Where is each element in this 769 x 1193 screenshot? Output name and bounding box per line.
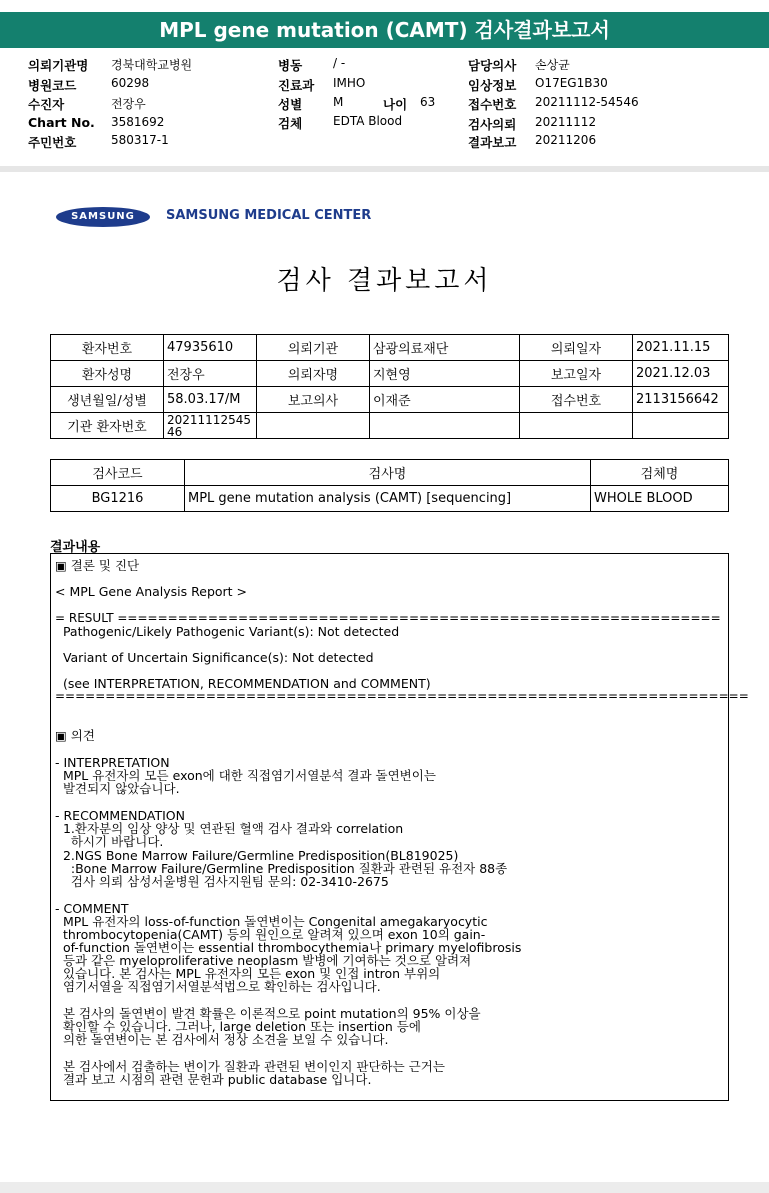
result-line: of-function 돌연변이는 essential thrombocythemia나 primary myelofibrosis [55,940,522,955]
report-label: 결과보고 [468,135,517,150]
dob-label: 생년월일/성별 [51,387,164,413]
clinical-value: O17EG1B30 [535,76,608,90]
result-line: - RECOMMENDATION [55,808,185,823]
patient-value: 전장우 [111,97,146,111]
specimen-header: 검체명 [591,460,729,486]
result-line: 검사 의뢰 삼성서울병원 검사지원팀 문의: 02-3410-2675 [55,874,389,889]
result-line: < MPL Gene Analysis Report > [55,584,248,599]
result-line: 본 검사의 돌연변이 발견 확률은 이론적으로 point mutation의 95% 이상을 [55,1006,481,1021]
result-line: thrombocytopenia(CAMT) 등의 원인으로 알려져 있으며 exon 10의 gain- [55,927,486,942]
ref-date-label: 의뢰일자 [520,335,633,361]
result-line: ▣ 결론 및 진단 [55,558,140,573]
reporter-value: 이재준 [370,387,520,413]
result-line: = RESULT ============================================================ [55,611,721,625]
ref-date-value: 2021.11.15 [633,335,729,361]
result-line: 발견되지 않았습니다. [55,781,180,796]
report-document [0,172,769,1182]
dept-value: IMHO [333,76,366,90]
samsung-logo: SAMSUNG [56,207,150,227]
result-line: MPL 유전자의 loss-of-function 돌연변이는 Congenital amegakaryocytic [55,914,488,929]
dob-value: 58.03.17/M [164,387,257,413]
name-label: 환자성명 [51,361,164,387]
result-line: 1.환자분의 임상 양상 및 연관된 혈액 검사 결과와 correlation [55,821,404,836]
test-name-header: 검사명 [185,460,591,486]
empty-cell [370,413,520,439]
result-line: 결과 보고 시점의 관련 문헌과 public database 입니다. [55,1072,372,1087]
empty-cell [520,413,633,439]
result-line: ▣ 의견 [55,728,95,743]
hospital-code-label: 병원코드 [28,78,77,93]
reporter-label: 보고의사 [257,387,370,413]
doctor-label: 담당의사 [468,58,517,73]
ward-label: 병동 [278,58,303,73]
center-name: SAMSUNG MEDICAL CENTER [166,208,372,223]
chart-no-value: 3581692 [111,115,165,129]
dept-label: 진료과 [278,78,315,93]
patient-table [50,334,729,439]
sex-value: M [333,95,344,109]
result-line: 2.NGS Bone Marrow Failure/Germline Predisposition(BL819025) [55,848,459,863]
patient-no-value: 47935610 [164,335,257,361]
empty-cell [633,413,729,439]
age-label: 나이 [383,97,408,112]
specimen-name: WHOLE BLOOD [591,486,729,512]
page-title: MPL gene mutation (CAMT) 검사결과보고서 [0,12,769,48]
result-line: ===================================================================== [55,689,749,703]
empty-cell [257,413,370,439]
result-line: 하시기 바랍니다. [55,834,164,849]
patient-no-label: 환자번호 [51,335,164,361]
patient-label: 수진자 [28,97,65,112]
result-line: 본 검사에서 검출하는 변이가 질환과 관련된 변이인지 판단하는 근거는 [55,1059,445,1074]
result-line: - INTERPRETATION [55,755,170,770]
report-date-label: 보고일자 [520,361,633,387]
name-value: 전장우 [164,361,257,387]
request-value: 20211112 [535,115,597,129]
org-patient-value: 2021111254546 [164,413,257,439]
org-patient-label: 기관 환자번호 [51,413,164,439]
specimen-label: 검체 [278,116,303,131]
resident-no-value: 580317-1 [111,133,169,147]
test-code-header: 검사코드 [51,460,185,486]
result-line: 있습니다. 본 검사는 MPL 유전자의 모든 exon 및 인접 intron 부위의 [55,966,441,981]
referral-org-value: 경북대학교병원 [111,58,193,72]
result-section-label: 결과내용 [50,540,101,555]
report-title: 검사 결과보고서 [276,266,493,296]
specimen-value: EDTA Blood [333,114,403,128]
bottom-margin [0,1182,769,1193]
referral-org-label: 의뢰기관명 [28,58,89,73]
result-line: 염기서열을 직접염기서열분석법으로 확인하는 검사입니다. [55,979,381,994]
age-value: 63 [420,95,436,109]
clinical-label: 임상정보 [468,78,517,93]
ward-value: / - [333,56,346,70]
result-line: :Bone Marrow Failure/Germline Predisposition 질환과 관련된 유전자 88종 [55,861,508,876]
accession-label: 접수번호 [468,97,517,112]
report-value: 20211206 [535,133,597,147]
test-table [50,459,729,512]
result-line: (see INTERPRETATION, RECOMMENDATION and COMMENT) [55,676,431,691]
result-line: Pathogenic/Likely Pathogenic Variant(s): Not detected [55,624,400,639]
patient-info-panel [0,48,769,166]
resident-no-label: 주민번호 [28,135,77,150]
receipt-label: 접수번호 [520,387,633,413]
result-line: 등과 같은 myeloproliferative neoplasm 발병에 기여하는 것으로 알려져 [55,953,472,968]
test-code: BG1216 [51,486,185,512]
ref-org-value: 삼광의료재단 [370,335,520,361]
result-line: MPL 유전자의 모든 exon에 대한 직접염기서열분석 결과 돌연변이는 [55,768,436,783]
result-content [50,553,749,1101]
hospital-code-value: 60298 [111,76,150,90]
result-line: Variant of Uncertain Significance(s): Not detected [55,650,374,665]
accession-value: 20211112-54546 [535,95,639,109]
ref-org-label: 의뢰기관 [257,335,370,361]
report-date-value: 2021.12.03 [633,361,729,387]
top-margin [0,0,769,12]
request-label: 검사의뢰 [468,117,517,132]
result-line: - COMMENT [55,901,129,916]
result-line: 의한 돌연변이는 본 검사에서 정상 소견을 보일 수 있습니다. [55,1032,389,1047]
test-name: MPL gene mutation analysis (CAMT) [sequencing] [185,486,591,512]
sex-label: 성별 [278,97,303,112]
doctor-value: 손상균 [535,58,570,72]
chart-no-label: Chart No. [28,115,95,130]
requester-label: 의뢰자명 [257,361,370,387]
requester-value: 지현영 [370,361,520,387]
result-line: 확인할 수 있습니다. 그러나, large deletion 또는 insertion 등에 [55,1019,421,1034]
receipt-value: 2113156642 [633,387,729,413]
